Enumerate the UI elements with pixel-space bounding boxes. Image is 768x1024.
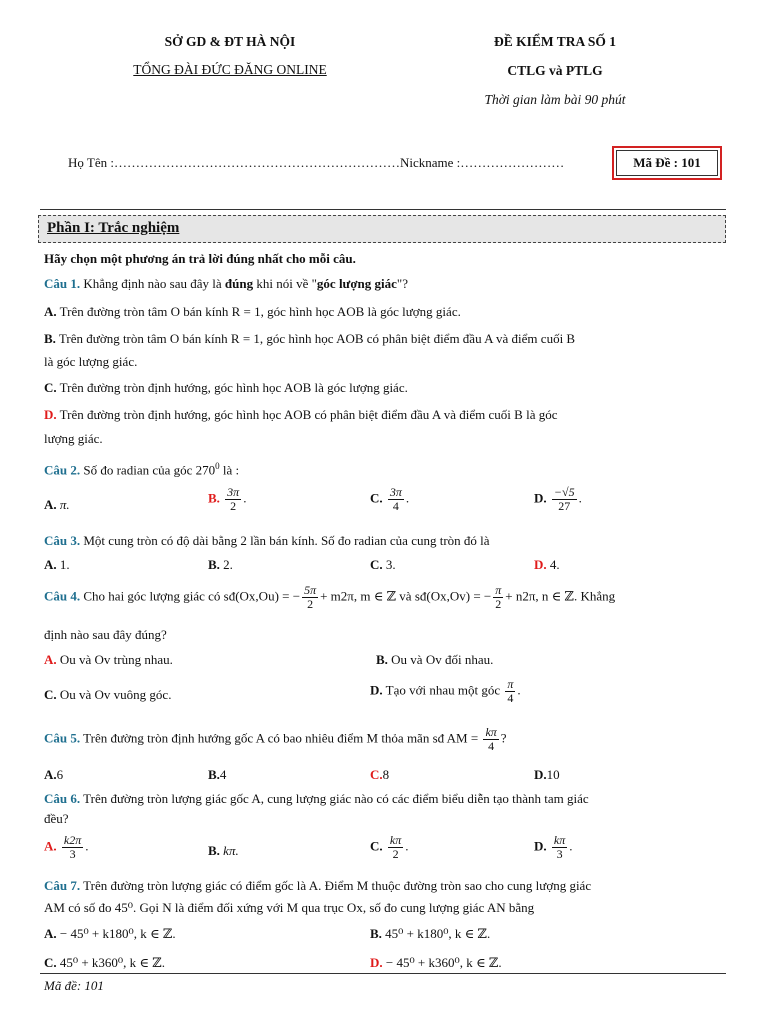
- option-value: − 45⁰ + k360⁰, k ∈ ℤ.: [382, 955, 502, 970]
- numerator: 5π: [304, 583, 317, 597]
- option-value: 4.: [549, 557, 560, 572]
- q2-text: là :: [219, 462, 240, 478]
- exam-code-box: [612, 146, 722, 180]
- fraction: [62, 834, 83, 861]
- q4-option-a: [44, 652, 173, 668]
- denominator: 2: [495, 597, 502, 611]
- option-value: 3.: [385, 557, 396, 572]
- option-label: C.: [370, 767, 383, 782]
- denominator: 4: [488, 739, 495, 753]
- q7-stem-cont: AM có số đo 45⁰. Gọi N là điểm đối xứng với M qua trục Ox, số đo cung lượng giác AN bằng: [44, 900, 535, 915]
- degree-sup: 0: [215, 461, 220, 471]
- numerator: kπ: [389, 833, 402, 847]
- q7-option-a: [44, 926, 176, 942]
- option-value: 1.: [59, 557, 70, 572]
- q3-text: Một cung tròn có độ dài bằng 2 lần bán kính. Số đo radian của cung tròn đó là: [80, 533, 490, 548]
- q2-option-b: B. $\frac{3\pi}{2}$ .: [208, 485, 247, 513]
- q2-text: Số đo radian của góc 270: [80, 462, 216, 478]
- option-label: D.: [44, 407, 57, 422]
- numerator: kπ: [485, 725, 497, 739]
- center-name: TỔNG ĐÀI ĐỨC ĐĂNG ONLINE: [133, 62, 327, 77]
- q3-stem: [44, 532, 724, 549]
- q5-option-c: [370, 767, 389, 783]
- q3-label: Câu 3.: [44, 533, 81, 548]
- q1-option-d-cont: lượng giác.: [44, 431, 103, 446]
- option-label: B.: [208, 490, 220, 506]
- q5-option-b: [208, 767, 226, 783]
- fraction: [225, 486, 241, 513]
- q4-text: + n2π, n ∈ ℤ. Khẳng: [505, 588, 616, 604]
- q1-emph: góc lượng giác: [316, 276, 397, 291]
- denominator: 3: [69, 847, 76, 861]
- numerator: −√5: [553, 485, 575, 499]
- option-label: A.: [44, 557, 57, 572]
- option-label: D.: [534, 490, 547, 506]
- exam-title: ĐỀ KIỂM TRA SỐ 1: [493, 34, 617, 49]
- q6-stem: [44, 790, 724, 807]
- option-value: 4: [219, 767, 227, 782]
- school-name: SỞ GD & ĐT HÀ NỘI: [164, 34, 296, 49]
- q6-option-c: C. $\frac{k\pi}{2}$ .: [370, 833, 409, 861]
- q4-option-b: [376, 652, 493, 668]
- option-value: 10: [546, 767, 560, 782]
- q7-option-d: [370, 955, 502, 971]
- option-value: 2.: [223, 557, 233, 572]
- fraction: [552, 486, 577, 513]
- q7-label: Câu 7.: [44, 878, 81, 893]
- student-name-line: Họ Tên :…………………………………………………………Nickname :……………………: [68, 155, 565, 170]
- q1-label: Câu 1.: [44, 276, 81, 291]
- option-label: A.: [44, 926, 57, 941]
- denominator: 3: [556, 847, 563, 861]
- numerator: π: [507, 677, 514, 691]
- option-text: Trên đường tròn định hướng, góc hình học AOB có phân biệt điểm đầu A và điểm cuối B là góc: [56, 407, 558, 422]
- option-value: Ou và Ov vuông góc.: [56, 687, 172, 702]
- q1-text: "?: [396, 276, 408, 291]
- numerator: 3π: [389, 485, 402, 499]
- q6-label: Câu 6.: [44, 791, 81, 806]
- q5-stem: [44, 726, 724, 753]
- q2-option-c: C. $\frac{3\pi}{4}$ .: [370, 485, 410, 513]
- option-value: Tạo với nhau một góc: [382, 682, 501, 698]
- fraction: [505, 678, 515, 705]
- option-value: 45⁰ + k360⁰, k ∈ ℤ.: [56, 955, 166, 970]
- option-value: π.: [59, 497, 70, 512]
- q1-option-b-cont: là góc lượng giác.: [44, 354, 138, 369]
- option-label: C.: [370, 557, 383, 572]
- denominator: 2: [392, 847, 399, 861]
- q2-option-a: [44, 497, 70, 513]
- fraction: [483, 726, 498, 753]
- q7-text: Trên đường tròn lượng giác có điểm gốc là A. Điểm M thuộc đường tròn sao cho cung lượng giác: [80, 878, 592, 893]
- q1-stem: [44, 275, 724, 292]
- q1-option-d: [44, 406, 724, 423]
- q6-option-b: [208, 843, 239, 859]
- option-label: D.: [534, 557, 547, 572]
- q3-option-b: [208, 557, 233, 573]
- denominator: 27: [558, 499, 571, 513]
- q7-option-b: [370, 926, 490, 942]
- option-label: B.: [370, 926, 382, 941]
- option-label: D.: [370, 955, 383, 970]
- option-value: − 45⁰ + k180⁰, k ∈ ℤ.: [56, 926, 176, 941]
- option-value: 8: [382, 767, 390, 782]
- section-title: Phần I: Trắc nghiệm: [47, 220, 180, 236]
- q5-option-d: [534, 767, 560, 783]
- exam-code-label: Mã Đề : 101: [633, 155, 701, 170]
- option-label: D.: [534, 838, 547, 854]
- q1-option-b: [44, 330, 724, 347]
- q5-text: Trên đường tròn định hướng gốc A có bao nhiêu điểm M thỏa mãn sđ AM =: [80, 730, 479, 746]
- fraction: [552, 834, 567, 861]
- q3-option-c: [370, 557, 396, 573]
- option-value: kπ.: [223, 843, 239, 858]
- q3-option-d: [534, 557, 560, 573]
- option-value: 6: [56, 767, 64, 782]
- numerator: kπ: [553, 833, 566, 847]
- exam-subject: CTLG và PTLG: [507, 63, 603, 78]
- option-label: C.: [44, 380, 57, 395]
- option-label: B.: [208, 843, 220, 858]
- q4-text: Cho hai góc lượng giác có sđ(Ox,Ou) = −: [80, 588, 301, 604]
- option-label: C.: [370, 838, 383, 854]
- q2-stem: [44, 458, 724, 478]
- q4-stem: [44, 584, 734, 611]
- option-label: C.: [370, 490, 383, 506]
- option-label: D.: [534, 767, 547, 782]
- q5-label: Câu 5.: [44, 730, 81, 746]
- divider: [40, 209, 726, 210]
- q6-stem-cont: đều?: [44, 811, 69, 826]
- q1-text: Khẳng định nào sau đây là: [80, 276, 225, 291]
- fraction: [388, 834, 403, 861]
- fraction: [493, 584, 503, 611]
- q4-stem-cont: định nào sau đây đúng?: [44, 627, 167, 642]
- numerator: k2π: [63, 833, 82, 847]
- q7-option-c: [44, 955, 165, 971]
- q2-label: Câu 2.: [44, 462, 81, 478]
- q1-option-a: [44, 303, 724, 320]
- q6-option-a: A. $\frac{k2\pi}{3}$ .: [44, 833, 89, 861]
- q5-option-a: [44, 767, 63, 783]
- footer-divider: [40, 973, 726, 974]
- q2-option-d: D. $\frac{-√5}{27}$ .: [534, 485, 582, 513]
- q7-stem: [44, 877, 724, 894]
- numerator: 3π: [227, 485, 240, 499]
- option-label: B.: [208, 557, 220, 572]
- option-value: Ou và Ov trùng nhau.: [56, 652, 173, 667]
- denominator: 4: [507, 691, 514, 705]
- option-label: A.: [44, 304, 57, 319]
- numerator: π: [495, 583, 502, 597]
- denominator: 4: [392, 499, 399, 513]
- q1-emph: đúng: [224, 276, 254, 291]
- q4-option-c: [44, 687, 171, 703]
- q5-text: ?: [500, 730, 507, 746]
- option-text: Trên đường tròn tâm O bán kính R = 1, góc hình học AOB là góc lượng giác.: [56, 304, 461, 319]
- option-label: B.: [208, 767, 220, 782]
- fraction: [388, 486, 404, 513]
- option-label: D.: [370, 682, 383, 698]
- option-value: 45⁰ + k180⁰, k ∈ ℤ.: [381, 926, 491, 941]
- q1-text: khi nói về ": [253, 276, 317, 291]
- q4-label: Câu 4.: [44, 588, 81, 604]
- fraction: [302, 584, 318, 611]
- option-label: A.: [44, 838, 57, 854]
- q3-option-a: [44, 557, 70, 573]
- option-label: C.: [44, 687, 57, 702]
- option-label: B.: [376, 652, 388, 667]
- q4-option-d: D. Tạo với nhau một góc $\frac{\pi}{4}$ .: [370, 677, 521, 705]
- denominator: 2: [230, 499, 237, 513]
- option-label: A.: [44, 767, 57, 782]
- option-text: Trên đường tròn định hướng, góc hình học AOB là góc lượng giác.: [56, 380, 408, 395]
- option-label: A.: [44, 652, 57, 667]
- instruction: Hãy chọn một phương án trả lời đúng nhất cho mỗi câu.: [44, 251, 356, 266]
- option-text: Trên đường tròn tâm O bán kính R = 1, góc hình học AOB có phân biệt điểm đầu A và điểm cuối B: [55, 331, 576, 346]
- q6-text: Trên đường tròn lượng giác gốc A, cung lượng giác nào có các điểm biểu diễn tạo thành tam giác: [80, 791, 589, 806]
- option-label: C.: [44, 955, 57, 970]
- q6-option-d: D. $\frac{k\pi}{3}$ .: [534, 833, 573, 861]
- exam-duration: Thời gian làm bài 90 phút: [484, 92, 626, 107]
- option-label: A.: [44, 497, 57, 512]
- footer-exam-code: Mã đề: 101: [44, 978, 104, 993]
- option-value: Ou và Ov đối nhau.: [387, 652, 494, 667]
- q1-option-c: [44, 379, 724, 396]
- q4-text: + m2π, m ∈ ℤ và sđ(Ox,Ov) = −: [320, 588, 492, 604]
- denominator: 2: [307, 597, 314, 611]
- section-box: [38, 215, 726, 243]
- option-label: B.: [44, 331, 56, 346]
